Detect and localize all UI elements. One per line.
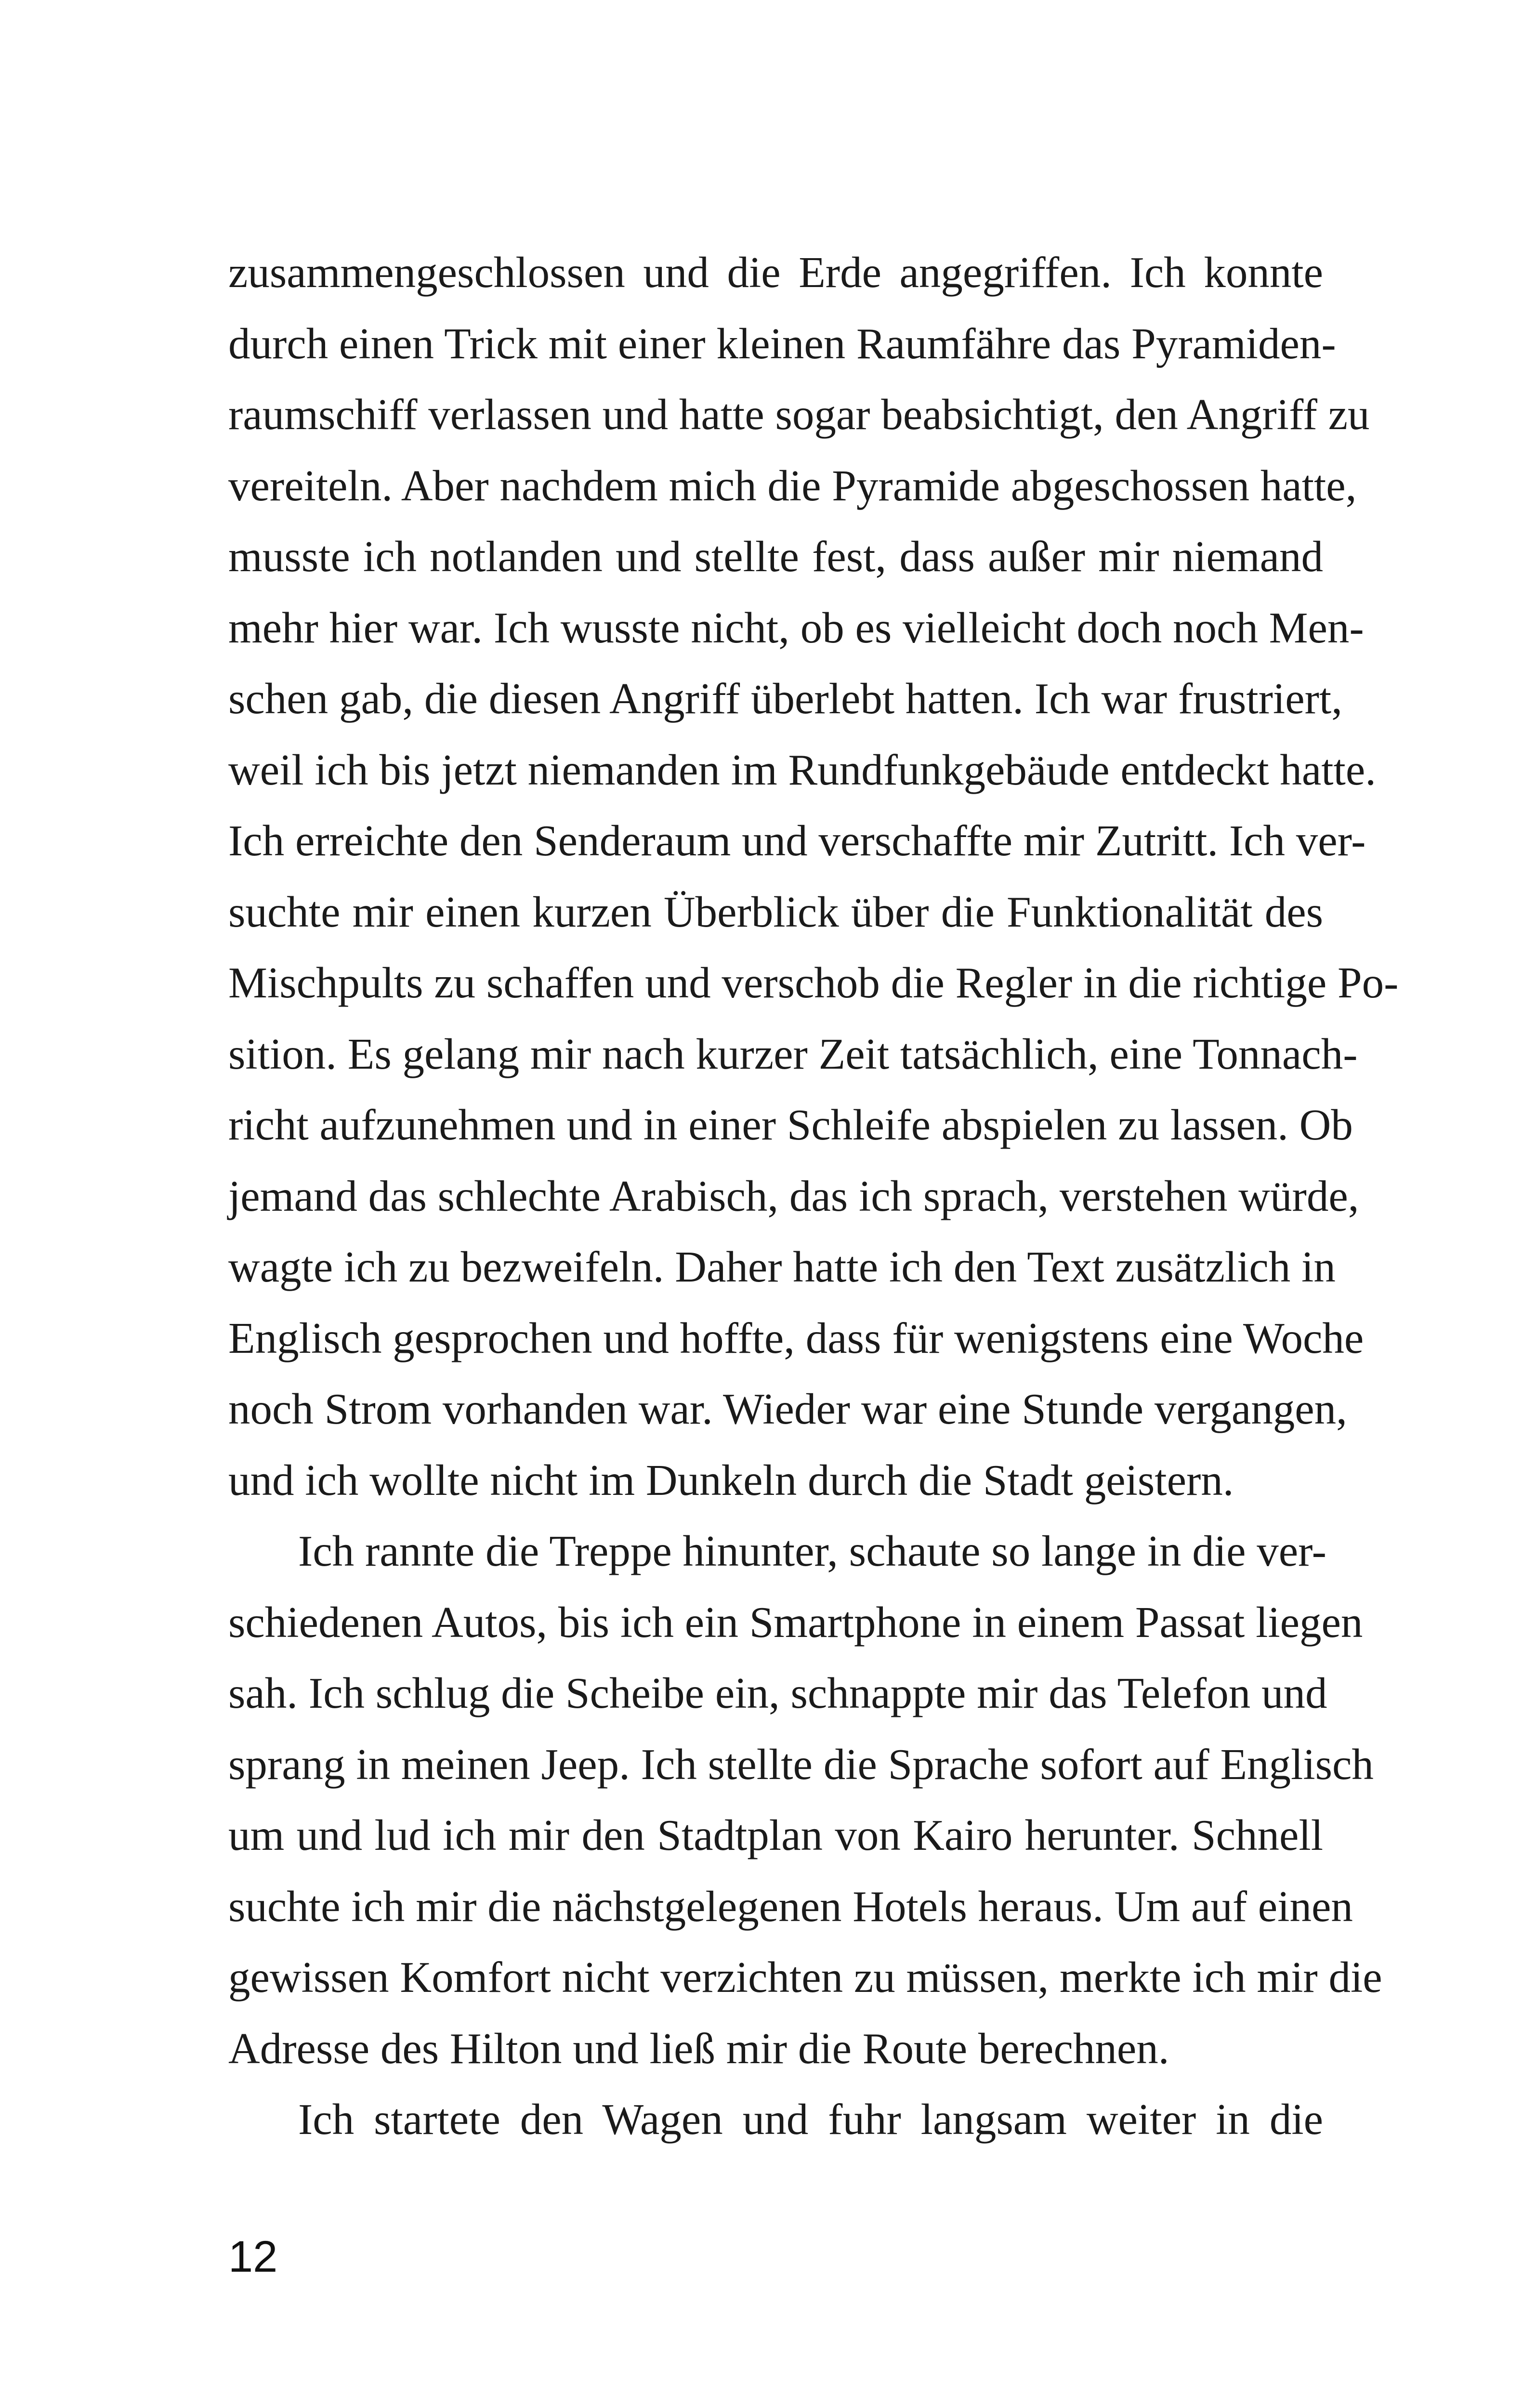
text-line: wagte ich zu bezweifeln. Daher hatte ich den Text zusätzlich in bbox=[228, 1243, 1336, 1291]
text-line: Ich rannte die Treppe hinunter, schaute so lange in die ver- bbox=[298, 1527, 1326, 1575]
text-line: gewissen Komfort nicht verzichten zu müssen, merkte ich mir die bbox=[228, 1953, 1382, 2002]
text-line: suchte mir einen kurzen Überblick über die Funktionalität des bbox=[228, 887, 1323, 936]
text-line: vereiteln. Aber nachdem mich die Pyramide abgeschossen hatte, bbox=[228, 461, 1357, 510]
text-line: sprang in meinen Jeep. Ich stellte die Sprache sofort auf Englisch bbox=[228, 1740, 1374, 1789]
text-line: Mischpults zu schaffen und verschob die Regler in die richtige Po- bbox=[228, 958, 1399, 1007]
text-line: raumschiff verlassen und hatte sogar beabsichtigt, den Angriff zu bbox=[228, 390, 1370, 439]
text-line: um und lud ich mir den Stadtplan von Kairo herunter. Schnell bbox=[228, 1811, 1323, 1859]
text-line: schiedenen Autos, bis ich ein Smartphone in einem Passat liegen bbox=[228, 1597, 1363, 1647]
text-line: durch einen Trick mit einer kleinen Raumfähre das Pyramiden- bbox=[228, 319, 1336, 368]
text-line: schen gab, die diesen Angriff überlebt hatten. Ich war frustriert, bbox=[228, 674, 1342, 723]
body-text bbox=[228, 237, 1399, 2155]
text-line: musste ich notlanden und stellte fest, dass außer mir niemand bbox=[228, 532, 1323, 581]
text-line: Englisch gesprochen und hoffte, dass für wenigstens eine Woche bbox=[228, 1313, 1364, 1362]
text-line: jemand das schlechte Arabisch, das ich sprach, verstehen würde, bbox=[228, 1171, 1359, 1220]
text-line: Ich erreichte den Senderaum und verschaffte mir Zutritt. Ich ver- bbox=[228, 816, 1366, 865]
text-line: sah. Ich schlug die Scheibe ein, schnappte mir das Telefon und bbox=[228, 1669, 1327, 1717]
text-line: noch Strom vorhanden war. Wieder war eine Stunde vergangen, bbox=[228, 1385, 1347, 1433]
text-line: sition. Es gelang mir nach kurzer Zeit tatsächlich, eine Tonnach- bbox=[228, 1029, 1358, 1078]
text-line: mehr hier war. Ich wusste nicht, ob es vielleicht doch noch Men- bbox=[228, 603, 1364, 652]
text-line: zusammengeschlossen und die Erde angegriffen. Ich konnte bbox=[228, 248, 1323, 297]
text-line: Adresse des Hilton und ließ mir die Route berechnen. bbox=[228, 2024, 1169, 2073]
text-line: weil ich bis jetzt niemanden im Rundfunkgebäude entdeckt hatte. bbox=[228, 745, 1376, 794]
text-line: und ich wollte nicht im Dunkeln durch die Stadt geistern. bbox=[228, 1455, 1234, 1505]
text-line: suchte ich mir die nächstgelegenen Hotels heraus. Um auf einen bbox=[228, 1882, 1353, 1931]
text-line: richt aufzunehmen und in einer Schleife abspielen zu lassen. Ob bbox=[228, 1100, 1353, 1149]
text-line: Ich startete den Wagen und fuhr langsam weiter in die bbox=[298, 2095, 1323, 2144]
page-number: 12 bbox=[228, 2232, 278, 2281]
